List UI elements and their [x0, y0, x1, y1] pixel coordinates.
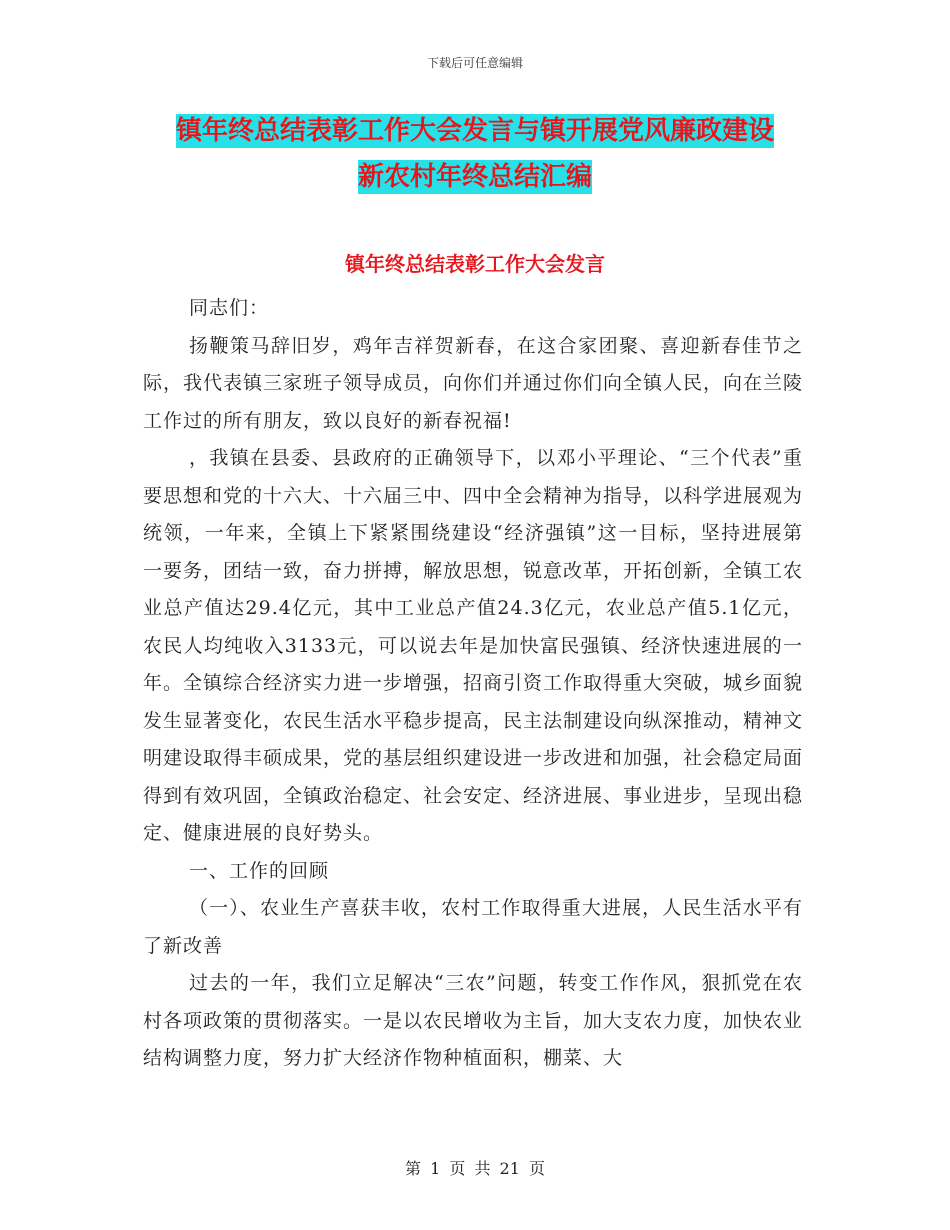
section-title: 镇年终总结表彰工作大会发言 [345, 252, 605, 276]
paragraph-subheading: （一）、农业生产喜获丰收，农村工作取得重大进展，人民生活水平有了新改善 [143, 897, 803, 957]
document-body [143, 290, 803, 1078]
document-title-line-1-text: 镇年终总结表彰工作大会发言与镇开展党风廉政建设 [175, 116, 774, 146]
document-title-line-2 [140, 156, 810, 193]
paragraph: 扬鞭策马辞旧岁，鸡年吉祥贺新春，在这合家团聚、喜迎新春佳节之际，我代表镇三家班子领导成员，向你们并通过你们向全镇人民，向在兰陵工作过的所有朋友，致以良好的新春祝福! [143, 334, 804, 432]
document-title-line-2-text: 新农村年终总结汇编 [357, 162, 592, 192]
paragraph: 过去的一年，我们立足解决“三农”问题，转变工作作风，狠抓党在农村各项政策的贯彻落实。一是以农民增收为主旨，加大支农力度，加快农业结构调整力度，努力扩大经济作物种植面积，棚菜、大 [143, 972, 804, 1069]
document-title-line-1 [140, 110, 810, 147]
paragraph-salutation: 同志们： [189, 297, 270, 319]
paragraph: ，我镇在县委、县政府的正确领导下，以邓小平理论、“三个代表”重要思想和党的十六大、十六届三中、四中全会精神为指导，以科学进展观为统领，一年来，全镇上下紧紧围绕建设“经济强镇”这一目标，坚持进展第一要务，团结一致，奋力拼搏，解放思想，锐意改革，开拓创新，全镇工农业总产值达29.4亿元，其中工业总产值24.3亿元，农业总产值5.1亿元，农民人均纯收入3133元，可以说去年是加快富民强镇、经济快速进展的一年。全镇综合经济实力进一步增强，招商引资工作取得重大突破，城乡面貌发生显著变化，农民生活水平稳步提高，民主法制建设向纵深推动，精神文明建设取得丰硕成果，党的基层组织建设进一步改进和加强，社会稳定局面得到有效巩固，全镇政治稳定、社会安定、经济进展、事业进步，呈现出稳定、健康进展的良好势头。 [143, 447, 804, 844]
page-number-footer: 第 1 页 共 21 页 [405, 1159, 545, 1178]
page-header-note: 下载后可任意编辑 [426, 56, 523, 70]
paragraph-heading: 一、工作的回顾 [189, 859, 330, 882]
